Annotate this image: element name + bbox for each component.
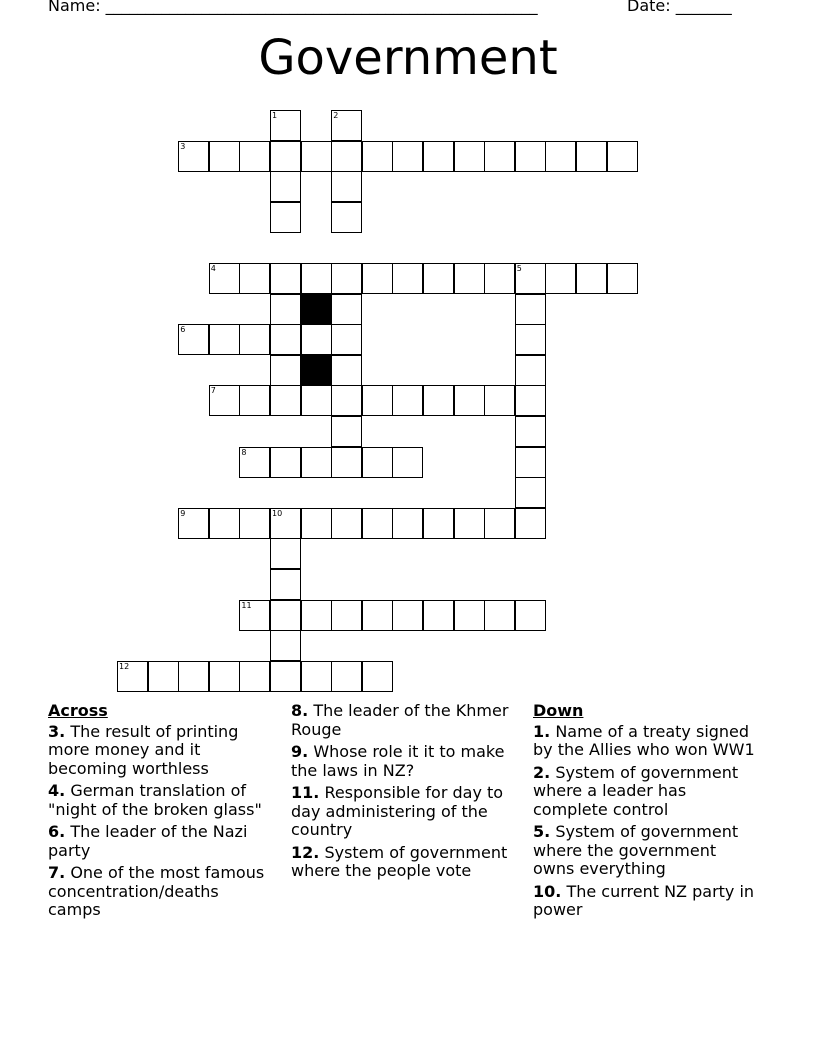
crossword-cell[interactable] (454, 508, 485, 539)
clue-number: 6. (48, 822, 66, 841)
down-clue (533, 883, 758, 920)
crossword-cell[interactable] (607, 141, 638, 172)
clue-number: 12. (291, 842, 320, 862)
crossword-cell[interactable] (423, 141, 454, 172)
cell-number: 3 (180, 141, 186, 151)
cell-number: 9 (180, 508, 186, 518)
clue-text: System of government where a leader has complete control (533, 762, 739, 819)
date-field-label: Date: _______ (627, 0, 732, 15)
crossword-cell[interactable] (423, 600, 454, 631)
clues-column-2 (291, 702, 516, 885)
crossword-cell[interactable] (331, 385, 362, 416)
crossword-cell[interactable] (423, 385, 454, 416)
clue-number: 9. (291, 742, 309, 761)
clue-number: 7. (48, 863, 66, 882)
crossword-cell[interactable] (362, 141, 393, 172)
crossword-cell[interactable] (331, 294, 362, 325)
crossword-cell[interactable] (178, 508, 209, 539)
crossword-cell[interactable] (484, 141, 515, 172)
crossword-cell[interactable] (331, 171, 362, 202)
crossword-cell[interactable] (301, 447, 332, 478)
across-heading: Across (48, 701, 108, 720)
crossword-cell[interactable] (209, 263, 240, 294)
crossword-cell[interactable] (362, 600, 393, 631)
crossword-cell[interactable] (454, 385, 485, 416)
crossword-cell[interactable] (239, 447, 270, 478)
clue-text: The leader of the Khmer Rouge (291, 701, 509, 739)
crossword-cell[interactable] (331, 263, 362, 294)
cell-number: 12 (119, 661, 130, 671)
crossword-cell[interactable] (270, 141, 301, 172)
crossword-cell[interactable] (331, 110, 362, 141)
crossword-cell[interactable] (270, 630, 301, 661)
crossword-cell[interactable] (515, 416, 546, 447)
crossword-cell[interactable] (270, 263, 301, 294)
clues-column-1 (48, 702, 273, 924)
crossword-cell[interactable] (331, 508, 362, 539)
crossword-cell[interactable] (270, 385, 301, 416)
clue-number: 3. (48, 721, 66, 741)
crossword-cell[interactable] (270, 202, 301, 233)
across-clue (48, 723, 273, 779)
crossword-cell[interactable] (515, 447, 546, 478)
clue-number: 4. (48, 781, 66, 800)
clue-number: 1. (533, 721, 551, 741)
crossword-cell[interactable] (392, 600, 423, 631)
crossword-cell[interactable] (515, 263, 546, 294)
across-clue (291, 844, 516, 881)
crossword-cell[interactable] (270, 355, 301, 386)
crossword-cell[interactable] (301, 141, 332, 172)
cell-number: 6 (180, 325, 186, 335)
cell-number: 10 (272, 508, 283, 518)
clue-number: 10. (533, 881, 562, 901)
crossword-cell[interactable] (362, 508, 393, 539)
crossword-cell[interactable] (178, 661, 209, 692)
crossword-cell[interactable] (270, 447, 301, 478)
crossword-cell[interactable] (270, 661, 301, 692)
cell-number: 5 (516, 264, 522, 273)
crossword-cell[interactable] (423, 263, 454, 294)
crossword-cell[interactable] (178, 324, 209, 355)
crossword-cell[interactable] (484, 600, 515, 631)
clue-number: 8. (291, 701, 309, 720)
crossword-cell[interactable] (209, 661, 240, 692)
crossword-cell[interactable] (239, 141, 270, 172)
across-clue (291, 784, 516, 840)
crossword-cell[interactable] (331, 355, 362, 386)
clue-number: 2. (533, 762, 551, 782)
crossword-cell[interactable] (545, 263, 576, 294)
down-clue (533, 823, 758, 879)
cell-number: 1 (272, 111, 278, 120)
crossword-cell[interactable] (209, 385, 240, 416)
crossword-cell[interactable] (515, 324, 546, 355)
crossword-cell[interactable] (148, 661, 179, 692)
crossword-cell[interactable] (209, 141, 240, 172)
clue-number: 5. (533, 822, 551, 841)
clue-text: The result of printing more money and it becoming worthless (48, 721, 239, 778)
clue-text: Responsible for day to day administering of the country (291, 783, 504, 839)
crossword-cell[interactable] (117, 661, 148, 692)
crossword-cell[interactable] (331, 324, 362, 355)
crossword-cell[interactable] (239, 661, 270, 692)
crossword-cell[interactable] (239, 263, 270, 294)
crossword-cell[interactable] (331, 141, 362, 172)
down-clue (533, 764, 758, 820)
clue-text: System of government where the people vote (291, 842, 508, 880)
crossword-cell[interactable] (270, 294, 301, 325)
clue-number: 11. (291, 783, 320, 802)
across-clue (291, 702, 516, 739)
crossword-cell[interactable] (178, 141, 209, 172)
clue-text: One of the most famous concentration/deaths camps (48, 863, 265, 919)
crossword-cell[interactable] (331, 416, 362, 447)
crossword-cell[interactable] (239, 324, 270, 355)
name-field-label: Name: ______________________________________________________ (48, 0, 538, 15)
cell-number: 8 (241, 447, 247, 457)
cell-number: 11 (241, 600, 252, 610)
crossword-cell[interactable] (454, 141, 485, 172)
crossword-cell[interactable] (515, 385, 546, 416)
page-title: Government (258, 30, 558, 86)
crossword-cell[interactable] (270, 324, 301, 355)
crossword-cell[interactable] (362, 385, 393, 416)
crossword-cell[interactable] (392, 447, 423, 478)
crossword-cell[interactable] (607, 263, 638, 294)
crossword-cell[interactable] (301, 385, 332, 416)
crossword-cell[interactable] (209, 324, 240, 355)
crossword-cell[interactable] (484, 385, 515, 416)
crossword-cell[interactable] (270, 508, 301, 539)
crossword-cell[interactable] (270, 600, 301, 631)
crossword-cell[interactable] (515, 600, 546, 631)
crossword-cell[interactable] (239, 600, 270, 631)
crossword-cell[interactable] (392, 508, 423, 539)
crossword-cell[interactable] (331, 600, 362, 631)
crossword-cell[interactable] (301, 263, 332, 294)
crossword-cell[interactable] (515, 141, 546, 172)
crossword-cell[interactable] (392, 141, 423, 172)
crossword-cell[interactable] (515, 477, 546, 508)
crossword-cell[interactable] (270, 569, 301, 600)
crossword-cell[interactable] (270, 171, 301, 202)
clue-text: German translation of "night of the broken glass" (48, 781, 262, 819)
crossword-cell[interactable] (301, 600, 332, 631)
crossword-cell[interactable] (362, 263, 393, 294)
crossword-cell[interactable] (362, 447, 393, 478)
across-clue (48, 823, 273, 860)
clue-text: Name of a treaty signed by the Allies who won WW1 (533, 721, 755, 759)
crossword-cell[interactable] (392, 263, 423, 294)
crossword-cell[interactable] (515, 508, 546, 539)
clue-text: Whose role it it to make the laws in NZ? (291, 742, 505, 780)
down-clue (533, 723, 758, 760)
crossword-cell[interactable] (484, 263, 515, 294)
crossword-cell[interactable] (515, 355, 546, 386)
crossword-cell[interactable] (301, 508, 332, 539)
cell-number: 2 (333, 111, 339, 120)
crossword-cell[interactable] (454, 263, 485, 294)
cell-number: 4 (210, 264, 216, 273)
crossword-cell[interactable] (392, 385, 423, 416)
down-heading: Down (533, 701, 584, 720)
crossword-black-square (301, 355, 332, 386)
crossword-cell[interactable] (545, 141, 576, 172)
across-clue (48, 864, 273, 920)
crossword-cell[interactable] (270, 538, 301, 569)
crossword-cell[interactable] (576, 141, 607, 172)
crossword-cell[interactable] (576, 263, 607, 294)
crossword-cell[interactable] (423, 508, 454, 539)
cell-number: 7 (210, 386, 216, 396)
across-clue (291, 743, 516, 780)
crossword-cell[interactable] (331, 202, 362, 233)
crossword-cell[interactable] (301, 324, 332, 355)
crossword-cell[interactable] (454, 600, 485, 631)
clue-text: The current NZ party in power (533, 881, 755, 919)
clue-text: System of government where the government owns everything (533, 822, 739, 878)
crossword-cell[interactable] (239, 508, 270, 539)
crossword-cell[interactable] (270, 110, 301, 141)
crossword-cell[interactable] (209, 508, 240, 539)
crossword-cell[interactable] (484, 508, 515, 539)
clues-column-3 (533, 702, 758, 924)
crossword-black-square (301, 294, 332, 325)
crossword-cell[interactable] (331, 447, 362, 478)
crossword-cell[interactable] (515, 294, 546, 325)
crossword-cell[interactable] (301, 661, 332, 692)
crossword-cell[interactable] (239, 385, 270, 416)
crossword-cell[interactable] (331, 661, 362, 692)
clue-text: The leader of the Nazi party (48, 822, 248, 860)
across-clue (48, 782, 273, 819)
crossword-cell[interactable] (362, 661, 393, 692)
